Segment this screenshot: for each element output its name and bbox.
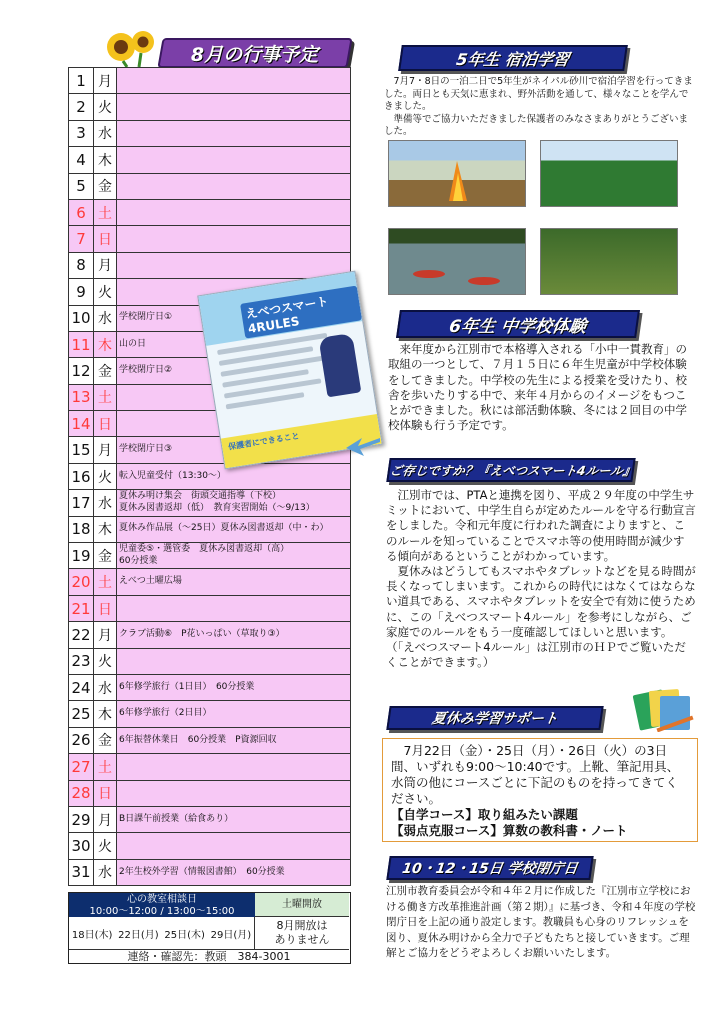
day-number: 14	[69, 411, 94, 437]
day-number: 20	[69, 569, 94, 595]
calendar-row	[69, 226, 351, 252]
calendar-row	[69, 622, 351, 648]
calendar-row	[69, 569, 351, 595]
notebook-icon	[628, 686, 696, 732]
calendar-row	[69, 516, 351, 542]
support-course-weak: 【弱点克服コース】算数の教科書・ノート	[391, 823, 628, 838]
day-number: 12	[69, 358, 94, 384]
event-text: えべつ土曜広場	[117, 569, 351, 595]
calendar-row	[69, 859, 351, 885]
calendar-row	[69, 463, 351, 489]
weekday: 火	[94, 833, 117, 859]
calendar-row	[69, 806, 351, 832]
weekday: 木	[94, 516, 117, 542]
weekday: 土	[94, 199, 117, 225]
day-number: 13	[69, 384, 94, 410]
photo-campfire	[388, 140, 526, 207]
weekday: 月	[94, 437, 117, 463]
closure-days-text: 江別市教育委員会が令和４年２月に作成した『江別市立学校における働き方改革推進計画（第２期）』に基づき、令和４年度の学校閉庁日を上記の通り設定します。教職員も心身のリフレッシュを図り、夏休み明けから全力で子どもたちと接していきます。ご理解とご協力をどうぞよろしくお願いいたします。	[386, 885, 696, 959]
weekday: 水	[94, 859, 117, 885]
weekday: 木	[94, 331, 117, 357]
event-text: 6年修学旅行（1日目） 60分授業	[117, 674, 351, 700]
event-text: 6年振替休業日 60分授業 P資源回収	[117, 727, 351, 753]
event-text	[117, 173, 351, 199]
day-number: 7	[69, 226, 94, 252]
calendar-row	[69, 120, 351, 146]
weekday: 金	[94, 358, 117, 384]
weekday: 日	[94, 226, 117, 252]
day-number: 23	[69, 648, 94, 674]
weekday: 月	[94, 68, 117, 94]
weekday: 月	[94, 806, 117, 832]
summer-support-box	[382, 738, 698, 842]
day-number: 26	[69, 727, 94, 753]
calendar-row	[69, 701, 351, 727]
contact-info: 連絡・確認先：教頭 384-3001	[69, 949, 349, 963]
event-text	[117, 147, 351, 173]
section-title-junior-high: 6年生 中学校体験	[396, 310, 640, 338]
weekday: 金	[94, 727, 117, 753]
weekday: 木	[94, 701, 117, 727]
calendar-row	[69, 543, 351, 569]
event-text	[117, 648, 351, 674]
saturday-open-note: 8月開放は ありません	[274, 919, 330, 946]
calendar-footer	[68, 892, 351, 964]
weekday: 金	[94, 173, 117, 199]
event-text: 2年生校外学習（情報図書館） 60分授業	[117, 859, 351, 885]
day-number: 21	[69, 595, 94, 621]
poster-student-figure	[318, 333, 361, 398]
event-text	[117, 252, 351, 278]
saturday-open-header: 土曜開放	[255, 893, 349, 917]
event-text	[117, 780, 351, 806]
calendar-row	[69, 595, 351, 621]
calendar-row	[69, 68, 351, 94]
august-calendar	[68, 67, 351, 886]
weekday: 土	[94, 384, 117, 410]
day-number: 8	[69, 252, 94, 278]
calendar-row	[69, 94, 351, 120]
counsel-date: 25日(木)	[164, 929, 205, 941]
calendar-row	[69, 674, 351, 700]
calendar-row	[69, 833, 351, 859]
day-number: 19	[69, 543, 94, 569]
day-number: 3	[69, 120, 94, 146]
event-text: 6年修学旅行（2日目）	[117, 701, 351, 727]
event-text: 学校閉庁日①	[117, 305, 351, 331]
section-title-camp: 5年生 宿泊学習	[398, 45, 628, 71]
day-number: 9	[69, 279, 94, 305]
counsel-title: 心の教室相談日	[127, 894, 197, 905]
calendar-title: 8月の行事予定	[157, 38, 352, 68]
day-number: 11	[69, 331, 94, 357]
counsel-time: 10:00～12:00 / 13:00～15:00	[89, 905, 235, 917]
weekday: 月	[94, 622, 117, 648]
calendar-row	[69, 199, 351, 225]
weekday: 木	[94, 147, 117, 173]
event-text	[117, 754, 351, 780]
event-text: 山の日	[117, 331, 351, 357]
day-number: 10	[69, 305, 94, 331]
calendar-row	[69, 147, 351, 173]
event-text	[117, 68, 351, 94]
photo-field-game	[540, 140, 678, 207]
event-text	[117, 833, 351, 859]
weekday: 火	[94, 94, 117, 120]
sunflower-icon	[103, 27, 159, 67]
counsel-header	[69, 893, 255, 917]
day-number: 24	[69, 674, 94, 700]
weekday: 土	[94, 754, 117, 780]
photo-forest-walk	[540, 228, 678, 295]
event-text: B日課午前授業（給食あり）	[117, 806, 351, 832]
event-text	[117, 120, 351, 146]
weekday: 水	[94, 120, 117, 146]
support-schedule: 7月22日（金）・25日（月）・26日（火）の3日間、いずれも9:00～10:40です。上靴、筆記用具、水筒の他にコースごとに下記のものを持ってきてください。	[391, 743, 680, 806]
calendar-row	[69, 490, 351, 516]
arrow-icon	[346, 434, 380, 456]
day-number: 27	[69, 754, 94, 780]
event-text	[117, 595, 351, 621]
calendar-row	[69, 252, 351, 278]
day-number: 5	[69, 173, 94, 199]
weekday: 土	[94, 569, 117, 595]
poster-title: えべつスマート4RULES	[240, 286, 362, 339]
weekday: 火	[94, 463, 117, 489]
event-text: 夏休み作品展（～25日）夏休み図書返却（中・わ）	[117, 516, 351, 542]
junior-high-text: 来年度から江別市で本格導入される「小中一貫教育」の取組の一つとして、７月１５日に６年生児童が中学校体験をしてきました。中学校の先生による授業を受けたり、校舎を歩いたりする中で、来年４月からのイメージをもつことができました。秋には部活動体験、冬には２回目の中学校体験も行う予定です。	[388, 342, 687, 433]
section-title-smart-rules: ご存じですか？『えべつスマート4ルール』	[386, 458, 635, 482]
calendar-row	[69, 173, 351, 199]
event-text	[117, 94, 351, 120]
camp-text: 7月7・8日の一泊二日で5年生がネイパル砂川で宿泊学習を行ってきました。両日とも天気に恵まれ、野外活動を通して、様々なことを学んできました。 準備等でご協力いただきました保護者のみなさまありがとうございました。	[384, 76, 693, 137]
day-number: 31	[69, 859, 94, 885]
smart-rules-text: 江別市では、PTAと連携を図り、平成２９年度の中学生サミットにおいて、中学生自らが定めたルールを守る行動宣言をしました。令和元年度に行われた調査によりますと、このルールを知っていることでスマホ等の使用時間が減少する傾向があるということがわかっています。 夏休みはどうしてもスマホやタブレットなどを見る時間が長くなってしまいます。これからの時代にはなくてはならない道具である、スマホやタブレットを安全で有効に使うために、この「えべつスマート4ルール」を参考にしながら、ご家庭でのルールをもう一度確認してほしいと思います。 （「えべつスマート4ルール」は江別市のＨＰでご覧いただくことができます。）	[386, 488, 696, 670]
weekday: 月	[94, 252, 117, 278]
day-number: 29	[69, 806, 94, 832]
support-course-self: 【自学コース】取り組みたい課題	[391, 807, 578, 822]
calendar-row	[69, 648, 351, 674]
day-number: 1	[69, 68, 94, 94]
event-text	[117, 199, 351, 225]
weekday: 火	[94, 279, 117, 305]
day-number: 6	[69, 199, 94, 225]
weekday: 日	[94, 780, 117, 806]
day-number: 2	[69, 94, 94, 120]
counsel-date: 22日(月)	[118, 929, 159, 941]
counsel-date: 18日(木)	[71, 929, 113, 941]
day-number: 17	[69, 490, 94, 516]
event-text: 学校閉庁日③	[117, 437, 351, 463]
day-number: 16	[69, 463, 94, 489]
day-number: 25	[69, 701, 94, 727]
weekday: 日	[94, 595, 117, 621]
event-text: 転入児童受付（13:30～）	[117, 463, 351, 489]
event-text: 児童委⑤・選管委 夏休み図書返却（高） 60分授業	[117, 543, 351, 569]
section-title-closure-days: 10・12・15日 学校閉庁日	[386, 856, 593, 880]
calendar-row	[69, 727, 351, 753]
weekday: 水	[94, 674, 117, 700]
section-title-summer-support: 夏休み学習サポート	[386, 706, 603, 730]
weekday: 水	[94, 305, 117, 331]
counsel-date: 29日(月)	[210, 929, 252, 941]
counsel-dates	[69, 917, 255, 949]
weekday: 金	[94, 543, 117, 569]
event-text	[117, 226, 351, 252]
calendar-row	[69, 754, 351, 780]
event-text: 学校閉庁日②	[117, 358, 351, 384]
weekday: 日	[94, 411, 117, 437]
day-number: 18	[69, 516, 94, 542]
event-text: 夏休み明け集会 街頭交通指導（下校） 夏休み図書返却（低） 教育実習開始（～9/13）	[117, 490, 351, 516]
poster-bottom-label: 保護者にできること	[221, 414, 382, 468]
day-number: 28	[69, 780, 94, 806]
day-number: 15	[69, 437, 94, 463]
photo-boating	[388, 228, 526, 295]
day-number: 22	[69, 622, 94, 648]
day-number: 30	[69, 833, 94, 859]
day-number: 4	[69, 147, 94, 173]
calendar-row	[69, 780, 351, 806]
event-text: クラブ活動⑥ P花いっぱい（草取り③）	[117, 622, 351, 648]
weekday: 水	[94, 490, 117, 516]
weekday: 火	[94, 648, 117, 674]
